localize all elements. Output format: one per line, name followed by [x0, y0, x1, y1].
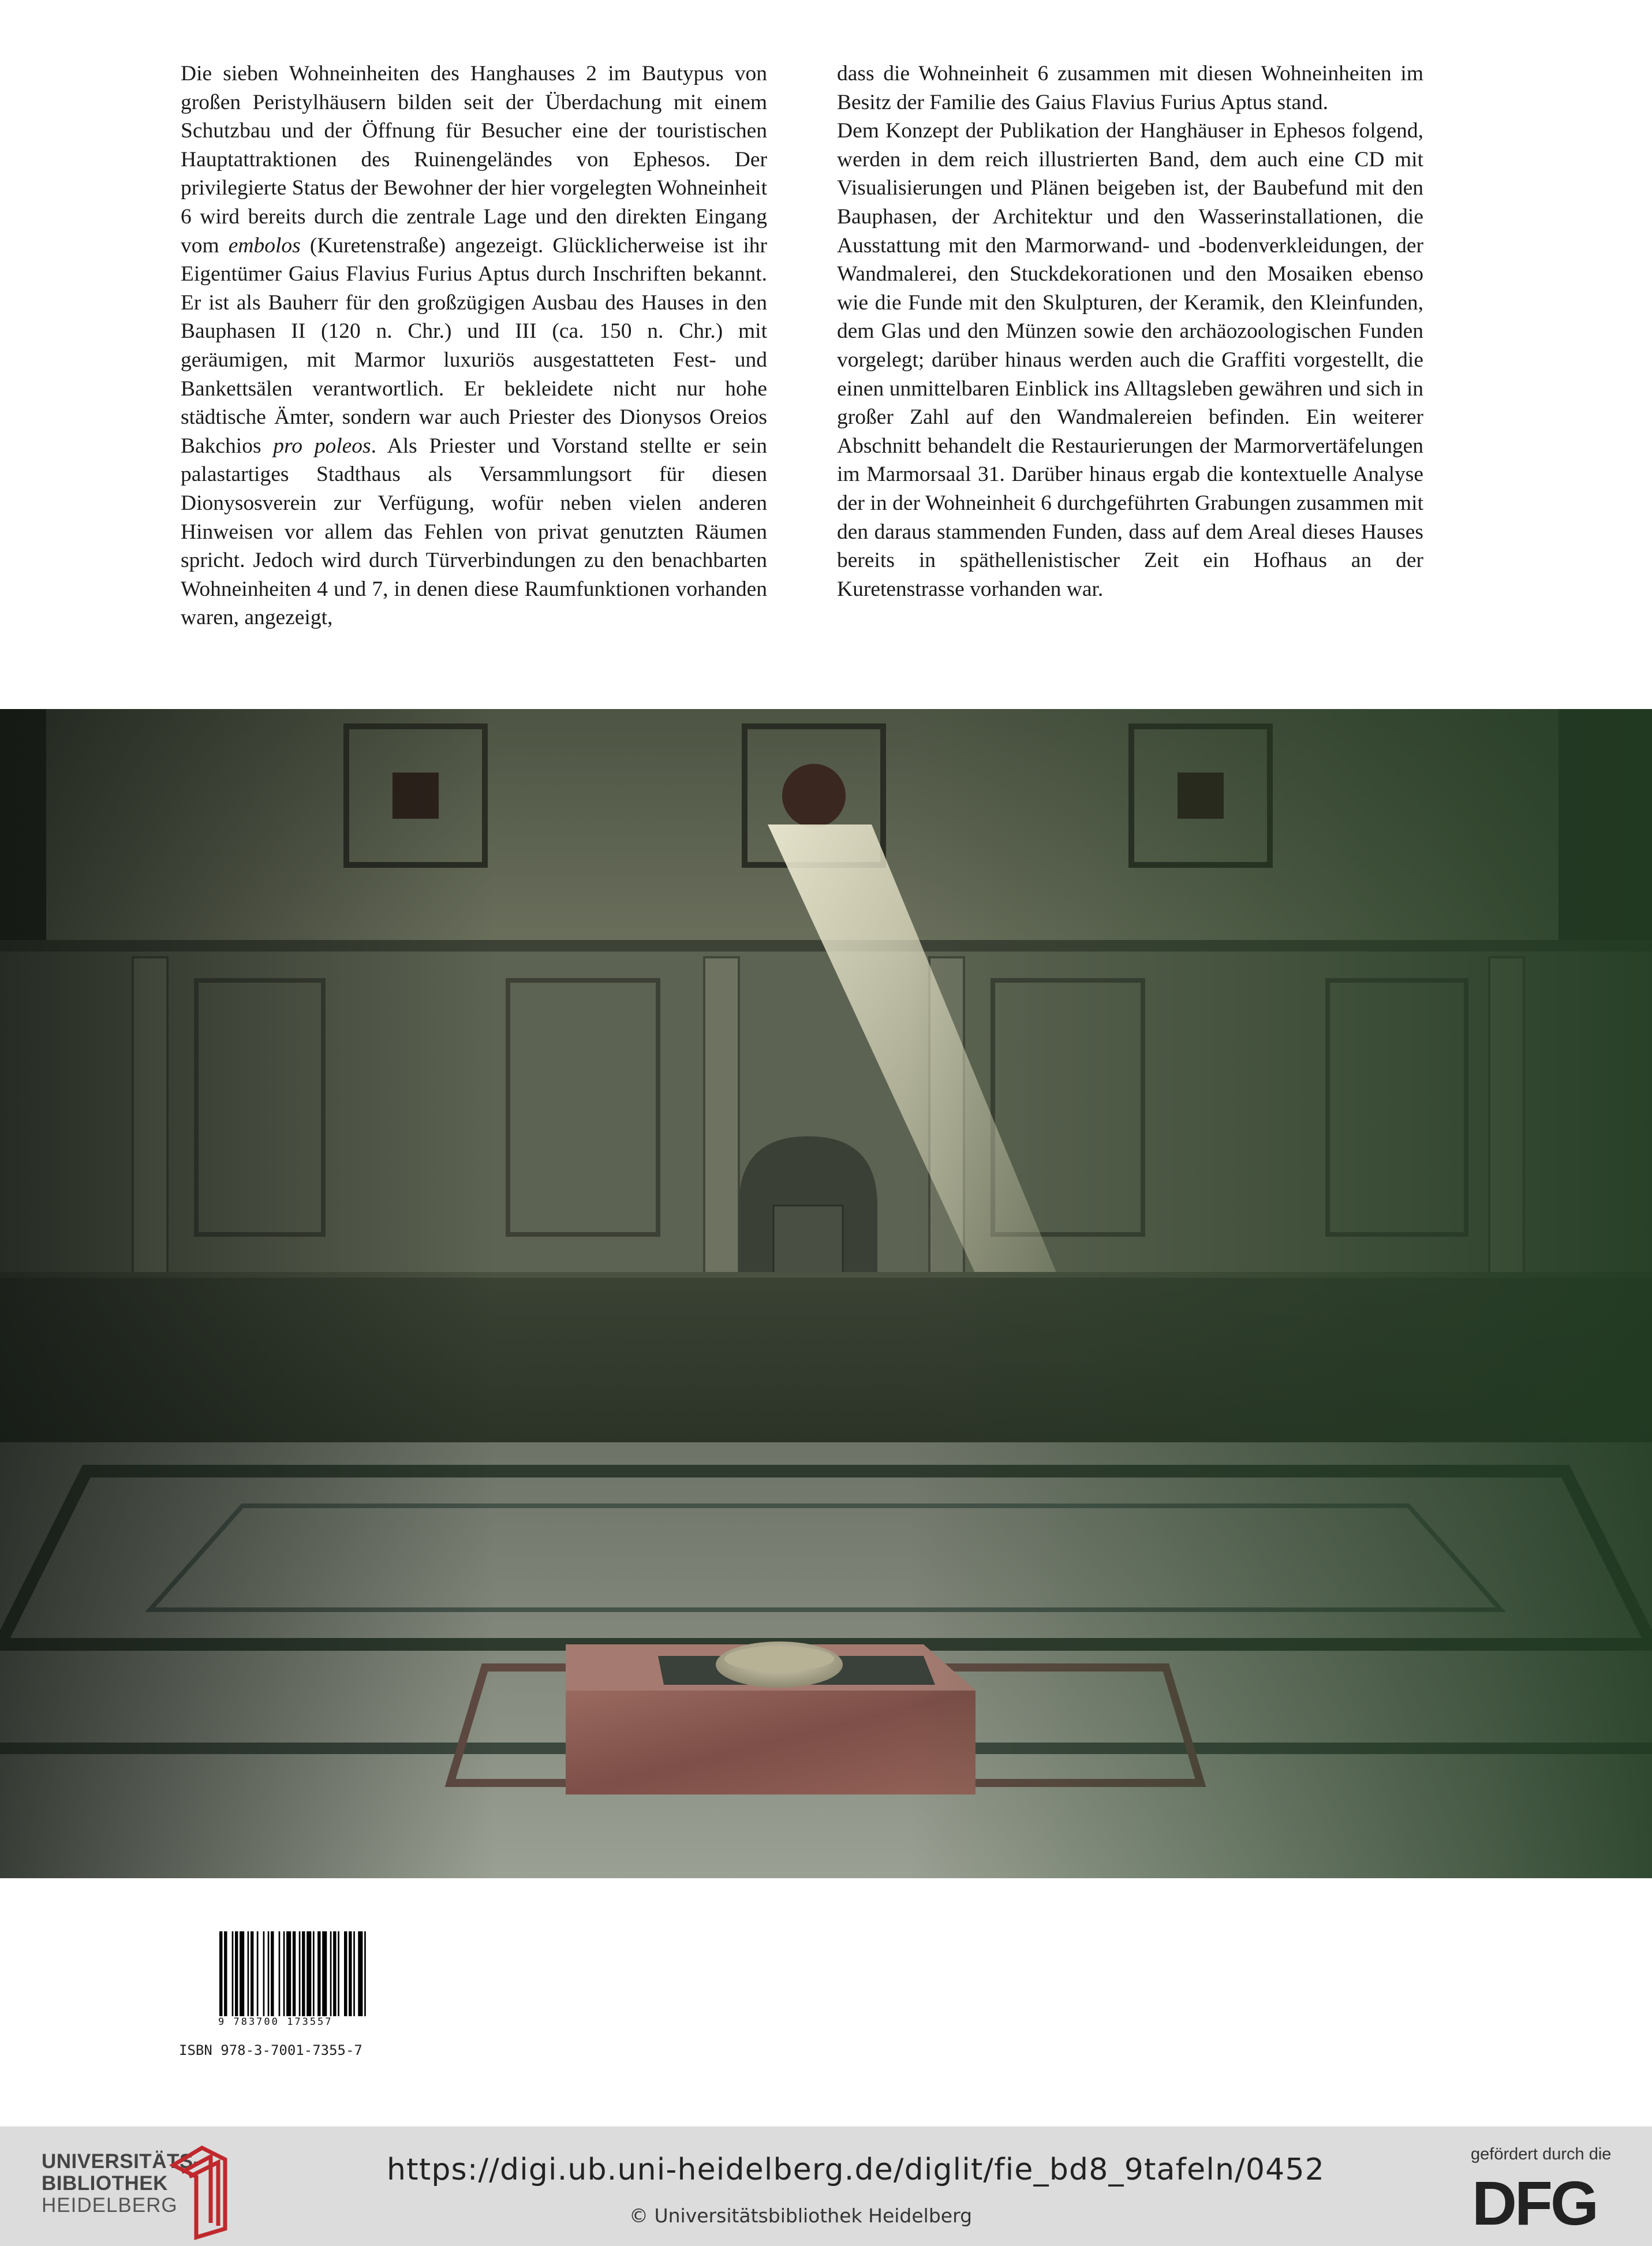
dfg-logo-text: DFG — [1472, 2176, 1597, 2230]
barcode-bar — [283, 1931, 285, 2018]
barcode-bar — [263, 1931, 265, 2018]
barcode-bar — [313, 1931, 315, 2018]
barcode-bar — [251, 1931, 253, 2018]
barcode-bar — [257, 1931, 259, 2018]
left-paragraph: Die sieben Wohneinheiten des Hanghauses 2 im Bautypus von großen Peristylhäusern bilden seit der Überdachung mit einem Schutzbau und der Öffnung für Besucher eine der touristischen Hauptattraktionen des Ruinengeländes von Ephesos. Der privilegierte Status der Bewohner der hier vorgelegten Wohneinheit 6 wird bereits durch die zentrale Lage und den direkten Eingang vom embolos (Kuretenstraße) angezeigt. Glücklicherweise ist ihr Eigentümer Gaius Flavius Furius Aptus durch Inschriften bekannt. Er ist als Bauherr für den großzügigen Ausbau des Hauses in den Bauphasen II (120 n. Chr.) und III (ca. 150 n. Chr.) mit geräumigen, mit Marmor luxuriös ausgestatteten Fest- und Bankettsälen verantwortlich. Er bekleidete nicht nur hohe städtische Ämter, sondern war auch Priester des Dionysos Oreios Bakchios pro poleos. Als Priester und Vorstand stellte er sein palastartiges Stadthaus als Versammlungsort für diesen Dionysosverein zur Verfügung, wofür neben vielen anderen Hinweisen vor allem das Fehlen von privat genutzten Räumen spricht. Jedoch wird durch Türverbindungen zu den benachbarten Wohneinheiten 4 und 7, in denen diese Raumfunktionen vorhanden waren, angezeigt, — [181, 62, 768, 630]
dfg-caption: gefördert durch die — [1471, 2145, 1612, 2163]
barcode-bar — [344, 1931, 347, 2018]
emphasis-embolos: embolos — [228, 233, 301, 258]
barcode-bar — [224, 1931, 227, 2018]
barcode-bar — [330, 1931, 332, 2018]
isbn-number: ISBN 978-3-7001-7355-7 — [179, 2042, 362, 2058]
barcode-bar — [268, 1931, 270, 2018]
barcode-bar — [219, 1931, 222, 2018]
right-paragraph-1: dass die Wohneinheit 6 zusammen mit diesen Wohneinheiten im Besitz der Familie des Gaius Flavius Furius Aptus stand. — [837, 62, 1423, 114]
barcode-bar — [299, 1931, 301, 2018]
barcode-bar — [232, 1931, 234, 2018]
barcode-bar — [248, 1931, 249, 2018]
dfg-logo[interactable] — [1472, 2176, 1628, 2230]
ub-logo-line1: UNIVERSITÄTS- — [42, 2150, 200, 2173]
ub-heidelberg-mark-icon — [167, 2142, 231, 2240]
barcode-bar — [293, 1931, 296, 2018]
barcode-bar — [333, 1931, 336, 2018]
barcode-bar — [279, 1931, 281, 2018]
barcode-bar — [322, 1931, 327, 2018]
barcode-bar — [302, 1931, 305, 2018]
barcode-bar — [286, 1931, 291, 2018]
ub-logo-line3: HEIDELBERG — [42, 2194, 178, 2217]
barcode-bar — [338, 1931, 339, 2018]
barcode-bar — [271, 1931, 274, 2018]
barcode-bar — [364, 1931, 366, 2018]
right-text-column — [837, 59, 1423, 603]
ub-logo-line2: BIBLIOTHEK — [42, 2172, 168, 2195]
footer-copyright: © Universitätsbibliothek Heidelberg — [629, 2204, 973, 2227]
barcode-bar — [358, 1931, 362, 2018]
footer-bar — [0, 2126, 1652, 2246]
right-paragraph-2: Dem Konzept der Publikation der Hanghäuser in Ephesos folgend, werden in dem reich illustrierten Band, dem auch eine CD mit Visualisierungen und Plänen beigeben ist, der Baubefund mit den Bauphasen, der Architektur und den Wasserinstallationen, die Ausstattung mit den Marmorwand- und -bodenverkleidungen, der Wandmalerei, den Stuckdekorationen und den Mosaiken ebenso wie die Funde mit den Skulpturen, der Keramik, den Kleinfunden, dem Glas und den Münzen sowie den archäozoologischen Funden vorgelegt; darüber hinaus werden auch die Graffiti vorgestellt, die einen unmittelbaren Einblick ins Alltagsleben gewähren und sich in großer Zahl auf den Wandmalereien befinden. Ein weiterer Abschnitt behandelt die Restaurierungen der Marmorvertäfelungen im Marmorsaal 31. Darüber hinaus ergab die kontextuelle Analyse der in der Wohneinheit 6 durchgeführten Grabungen zusammen mit den daraus stammenden Funden, dass auf dem Areal dieses Hauses bereits in späthellenistischer Zeit ein Hofhaus an der Kuretenstrasse vorhanden war. — [837, 119, 1423, 601]
left-text-column — [181, 59, 767, 632]
barcode-bar — [353, 1931, 355, 2018]
barcode-digits: 9 783700 173557 — [218, 2016, 403, 2028]
barcode-bar — [349, 1931, 352, 2018]
footer-url-link[interactable]: https://digi.ub.uni-heidelberg.de/diglit/fie_bd8_9tafeln/0452 — [387, 2152, 1325, 2187]
marble-hall-rendering — [0, 709, 1652, 1878]
barcode-bar — [240, 1931, 244, 2018]
barcode-bar — [235, 1931, 238, 2018]
marble-hall-illustration — [0, 709, 1652, 1878]
barcode-bar — [307, 1931, 311, 2018]
emphasis-pro-poleos: pro poleos — [273, 434, 371, 458]
barcode-bar — [317, 1931, 320, 2018]
